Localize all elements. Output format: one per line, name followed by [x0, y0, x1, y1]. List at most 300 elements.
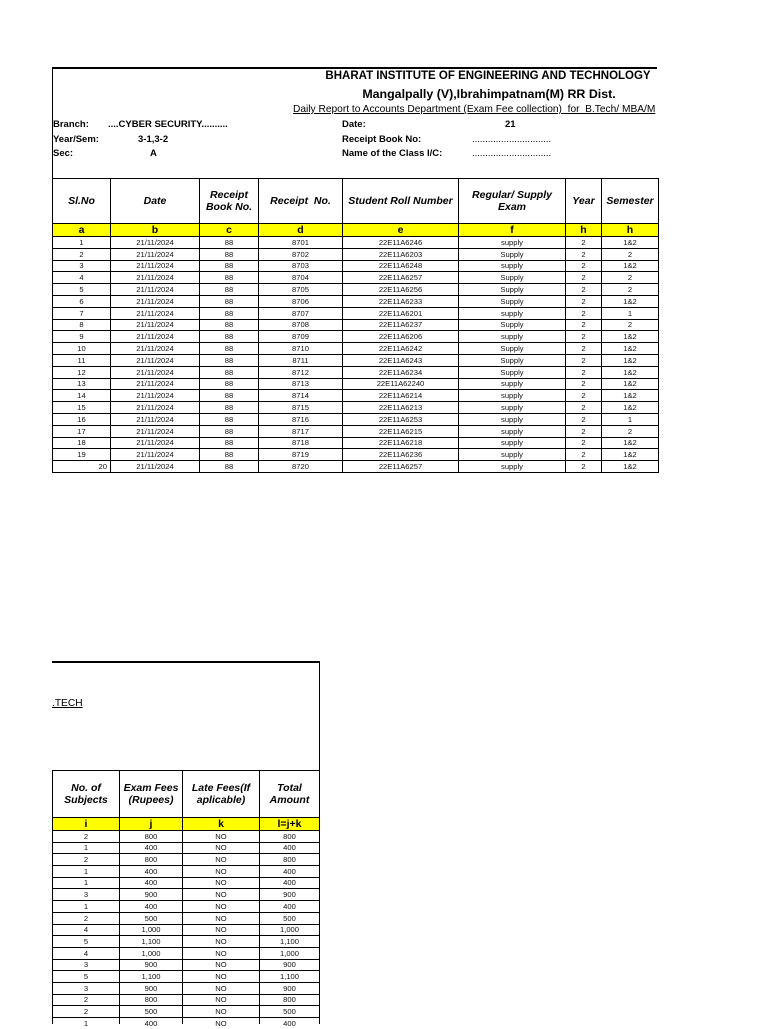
receipt-no-value: 8720 — [292, 461, 309, 471]
table-row — [53, 877, 320, 889]
table-row — [53, 842, 320, 854]
date-value: 21/11/2024 — [136, 343, 174, 353]
late-fee-value: NO — [215, 831, 227, 841]
total-amount-value: 1,100 — [279, 936, 299, 946]
student-roll-number-cell — [343, 413, 459, 425]
subject-count-cell — [53, 842, 120, 854]
sl-no-value: 20 — [98, 461, 107, 471]
exam-type-cell — [459, 260, 566, 272]
sl-no-cell — [53, 295, 111, 307]
receipt-no-cell — [259, 331, 343, 343]
column-code-date: b — [111, 224, 200, 237]
receipt-no-cell — [259, 295, 343, 307]
header-row — [53, 771, 320, 818]
sl-no-value: 8 — [79, 320, 84, 330]
table-row — [53, 284, 659, 296]
receipt-no-cell — [259, 402, 343, 414]
receipt-book-no-cell — [200, 390, 259, 402]
date-cell — [111, 343, 200, 355]
column-header-exam-type: Regular/ Supply Exam — [459, 179, 566, 224]
year-cell — [566, 390, 602, 402]
receipt-book-no-cell — [200, 331, 259, 343]
year-sem-value: 3-1,3-2 — [138, 134, 169, 145]
receipt-no-cell — [259, 319, 343, 331]
exam-type-cell — [459, 449, 566, 461]
date-cell — [111, 425, 200, 437]
date-value: 21/11/2024 — [136, 296, 174, 306]
subject-count-value: 1 — [83, 843, 89, 853]
subject-count-cell — [53, 924, 120, 936]
exam-type-value: supply — [501, 261, 523, 271]
student-roll-number-value: 22E11A6242 — [378, 343, 423, 353]
table-row — [53, 248, 659, 260]
date-value: 21/11/2024 — [136, 249, 174, 259]
date-cell — [111, 331, 200, 343]
date-value: 21/11/2024 — [136, 237, 174, 247]
exam-type-cell — [459, 437, 566, 449]
late-fee-value: NO — [215, 936, 227, 946]
receipt-no-value: 8709 — [292, 332, 309, 342]
student-roll-number-value: 22E11A6237 — [378, 320, 423, 330]
receipt-book-no-cell — [200, 354, 259, 366]
report-title-continued: .TECH — [52, 698, 83, 709]
receipt-book-no-value: 88 — [224, 273, 234, 283]
total-amount-cell — [260, 982, 320, 994]
exam-fee-value: 800 — [144, 995, 158, 1005]
fee-amount-rows — [53, 831, 320, 1028]
page2-right-rule — [319, 662, 320, 770]
exam-fee-value: 900 — [144, 890, 158, 900]
late-fee-value: NO — [215, 1019, 227, 1028]
date-value: 21/11/2024 — [136, 261, 174, 271]
receipt-no-value: 8706 — [292, 296, 309, 306]
receipt-no-value: 8703 — [292, 261, 309, 271]
subject-count-value: 3 — [83, 890, 89, 900]
year-value: 2 — [581, 249, 586, 259]
semester-cell — [602, 449, 659, 461]
late-fee-value: NO — [215, 913, 227, 923]
table-row — [53, 390, 659, 402]
table-row — [53, 260, 659, 272]
date-cell — [111, 461, 200, 473]
year-sem-label: Year/Sem: — [53, 134, 99, 145]
exam-fee-value: 400 — [144, 878, 158, 888]
date-cell — [111, 284, 200, 296]
semester-value: 1&2 — [623, 355, 637, 365]
student-roll-number-cell — [343, 307, 459, 319]
semester-value: 1&2 — [623, 343, 637, 353]
table-row — [53, 831, 320, 843]
receipt-book-no-cell — [200, 402, 259, 414]
table-row — [53, 982, 320, 994]
receipt-no-cell — [259, 354, 343, 366]
late-fee-value: NO — [215, 995, 227, 1005]
institute-name: BHARAT INSTITUTE OF ENGINEERING AND TECHNOLOGY — [325, 70, 651, 82]
date-cell — [111, 402, 200, 414]
sl-no-value: 7 — [79, 308, 84, 318]
sl-no-cell — [53, 331, 111, 343]
exam-type-value: Supply — [500, 284, 524, 294]
semester-cell — [602, 248, 659, 260]
late-fee-cell — [183, 924, 260, 936]
exam-type-cell — [459, 272, 566, 284]
exam-type-value: supply — [501, 237, 523, 247]
table-row — [53, 866, 320, 878]
exam-type-cell — [459, 319, 566, 331]
year-cell — [566, 284, 602, 296]
exam-type-cell — [459, 366, 566, 378]
receipt-no-value: 8712 — [292, 367, 309, 377]
sl-no-cell — [53, 461, 111, 473]
header-row — [53, 179, 659, 224]
exam-fee-value: 800 — [144, 831, 158, 841]
subject-count-value: 5 — [83, 971, 89, 981]
receipt-no-value: 8713 — [292, 379, 309, 389]
column-code-total-amount: l=j+k — [260, 818, 320, 831]
late-fee-cell — [183, 831, 260, 843]
subject-count-cell — [53, 1018, 120, 1028]
subject-count-cell — [53, 912, 120, 924]
date-cell — [111, 260, 200, 272]
receipt-no-value: 8701 — [292, 237, 309, 247]
sl-no-cell — [53, 425, 111, 437]
receipt-book-no-cell — [200, 272, 259, 284]
table-row — [53, 425, 659, 437]
receipt-no-cell — [259, 284, 343, 296]
exam-type-cell — [459, 378, 566, 390]
subject-count-cell — [53, 866, 120, 878]
late-fee-value: NO — [215, 948, 227, 958]
table-row — [53, 854, 320, 866]
semester-value: 1&2 — [623, 296, 637, 306]
year-cell — [566, 413, 602, 425]
total-amount-value: 900 — [283, 890, 296, 900]
exam-fee-value: 400 — [144, 866, 158, 876]
receipt-book-no-cell — [200, 378, 259, 390]
receipt-book-no-cell — [200, 284, 259, 296]
exam-fee-cell — [120, 1018, 183, 1028]
exam-type-value: supply — [501, 391, 523, 401]
table-row — [53, 331, 659, 343]
date-value: 21/11/2024 — [136, 402, 174, 412]
student-roll-number-value: 22E11A6214 — [378, 391, 423, 401]
late-fee-cell — [183, 842, 260, 854]
semester-cell — [602, 366, 659, 378]
receipt-book-no-value: 88 — [224, 320, 234, 330]
table-row — [53, 912, 320, 924]
subject-count-cell — [53, 947, 120, 959]
late-fee-value: NO — [215, 983, 227, 993]
total-amount-value: 1,000 — [279, 925, 299, 935]
semester-value: 1&2 — [623, 461, 637, 471]
student-roll-number-value: 22E11A6234 — [378, 367, 423, 377]
year-value: 2 — [581, 414, 586, 424]
semester-cell — [602, 390, 659, 402]
semester-cell — [602, 461, 659, 473]
year-value: 2 — [581, 355, 586, 365]
year-value: 2 — [581, 261, 586, 271]
receipt-book-no-value: 88 — [224, 261, 234, 271]
subject-count-cell — [53, 831, 120, 843]
semester-cell — [602, 284, 659, 296]
total-amount-value: 400 — [283, 866, 296, 876]
late-fee-cell — [183, 994, 260, 1006]
exam-type-cell — [459, 307, 566, 319]
late-fee-cell — [183, 982, 260, 994]
exam-fee-value: 400 — [144, 1019, 158, 1028]
total-amount-value: 900 — [283, 960, 296, 970]
student-roll-number-cell — [343, 461, 459, 473]
exam-type-cell — [459, 402, 566, 414]
sl-no-cell — [53, 354, 111, 366]
student-roll-number-cell — [343, 272, 459, 284]
subject-count-cell — [53, 901, 120, 913]
semester-cell — [602, 237, 659, 249]
date-value: 21/11/2024 — [136, 308, 174, 318]
student-roll-number-value: 22E11A62240 — [376, 379, 425, 389]
column-header-late-fees: Late Fees(If aplicable) — [183, 771, 260, 818]
date-value: 21/11/2024 — [136, 391, 174, 401]
column-header-receipt-no: Receipt No. — [259, 179, 343, 224]
subject-count-cell — [53, 889, 120, 901]
receipt-book-no-value: 88 — [224, 308, 234, 318]
semester-value: 2 — [627, 284, 633, 294]
sl-no-value: 13 — [77, 379, 86, 389]
subject-count-cell — [53, 959, 120, 971]
receipt-no-cell — [259, 425, 343, 437]
fee-collection-rows — [53, 237, 659, 473]
exam-type-value: supply — [501, 461, 523, 471]
receipt-no-cell — [259, 390, 343, 402]
receipt-book-no-value: 88 — [224, 249, 234, 259]
sl-no-cell — [53, 437, 111, 449]
late-fee-cell — [183, 959, 260, 971]
total-amount-cell — [260, 936, 320, 948]
receipt-no-cell — [259, 237, 343, 249]
total-amount-value: 400 — [283, 1019, 296, 1028]
semester-value: 1 — [627, 414, 633, 424]
student-roll-number-value: 22E11A6257 — [378, 273, 423, 283]
sl-no-cell — [53, 248, 111, 260]
subject-count-value: 5 — [83, 936, 89, 946]
receipt-no-cell — [259, 437, 343, 449]
column-code-receipt-no: d — [259, 224, 343, 237]
student-roll-number-value: 22E11A6253 — [378, 414, 423, 424]
sl-no-cell — [53, 284, 111, 296]
total-amount-cell — [260, 1018, 320, 1028]
table-row — [53, 354, 659, 366]
column-code-receipt-book-no: c — [200, 224, 259, 237]
semester-value: 1&2 — [623, 332, 637, 342]
late-fee-cell — [183, 866, 260, 878]
receipt-no-cell — [259, 461, 343, 473]
sl-no-value: 3 — [79, 261, 84, 271]
column-code-year: h — [566, 224, 602, 237]
date-value: 21/11/2024 — [136, 438, 174, 448]
total-amount-value: 400 — [283, 901, 296, 911]
exam-fee-cell — [120, 924, 183, 936]
column-code-late-fees: k — [183, 818, 260, 831]
total-amount-cell — [260, 959, 320, 971]
exam-type-value: supply — [501, 450, 523, 460]
exam-type-value: Supply — [500, 296, 524, 306]
exam-type-cell — [459, 343, 566, 355]
column-header-total-amount: Total Amount — [260, 771, 320, 818]
column-header-no-of-subjects: No. of Subjects — [53, 771, 120, 818]
semester-value: 1 — [627, 308, 633, 318]
exam-fee-cell — [120, 936, 183, 948]
total-amount-cell — [260, 912, 320, 924]
sl-no-value: 16 — [77, 414, 86, 424]
student-roll-number-value: 22E11A6236 — [378, 450, 423, 460]
exam-fee-value: 1,100 — [141, 971, 161, 981]
sl-no-value: 4 — [79, 273, 84, 283]
year-value: 2 — [581, 450, 586, 460]
receipt-book-no-cell — [200, 449, 259, 461]
receipt-book-no-value: 88 — [224, 332, 234, 342]
sl-no-cell — [53, 378, 111, 390]
subject-count-value: 3 — [83, 960, 89, 970]
column-header-date: Date — [111, 179, 200, 224]
total-amount-cell — [260, 971, 320, 983]
date-label: Date: — [342, 119, 366, 130]
year-cell — [566, 260, 602, 272]
total-amount-value: 1,100 — [279, 971, 299, 981]
date-cell — [111, 390, 200, 402]
subject-count-cell — [53, 854, 120, 866]
receipt-no-cell — [259, 272, 343, 284]
sl-no-value: 2 — [79, 249, 84, 259]
receipt-book-no-cell — [200, 307, 259, 319]
column-header-sl-no: Sl.No — [53, 179, 111, 224]
date-value: 21/11/2024 — [136, 367, 174, 377]
subject-count-value: 4 — [83, 948, 89, 958]
late-fee-value: NO — [215, 866, 227, 876]
table-row — [53, 947, 320, 959]
date-cell — [111, 272, 200, 284]
sl-no-cell — [53, 449, 111, 461]
date-cell — [111, 307, 200, 319]
exam-type-value: Supply — [500, 249, 524, 259]
table-row — [53, 924, 320, 936]
student-roll-number-cell — [343, 366, 459, 378]
date-value: 21/11/2024 — [136, 379, 174, 389]
receipt-book-no-value: 88 — [224, 355, 234, 365]
receipt-book-no-value: 88 — [224, 414, 234, 424]
exam-type-value: supply — [501, 426, 523, 436]
receipt-book-label: Receipt Book No: — [342, 134, 422, 145]
semester-cell — [602, 272, 659, 284]
late-fee-value: NO — [215, 890, 227, 900]
student-roll-number-value: 22E11A6215 — [378, 426, 423, 436]
table-row — [53, 994, 320, 1006]
late-fee-value: NO — [215, 901, 227, 911]
receipt-no-value: 8714 — [292, 391, 309, 401]
semester-cell — [602, 413, 659, 425]
exam-fee-value: 800 — [144, 855, 158, 865]
receipt-book-no-cell — [200, 461, 259, 473]
late-fee-cell — [183, 936, 260, 948]
receipt-book-no-cell — [200, 319, 259, 331]
semester-value: 2 — [627, 320, 633, 330]
date-cell — [111, 366, 200, 378]
date-cell — [111, 449, 200, 461]
receipt-book-no-cell — [200, 413, 259, 425]
total-amount-cell — [260, 842, 320, 854]
sl-no-value: 5 — [79, 284, 84, 294]
column-code-exam-type: f — [459, 224, 566, 237]
late-fee-cell — [183, 1018, 260, 1028]
date-value: 21/11/2024 — [136, 284, 174, 294]
semester-value: 1&2 — [623, 379, 637, 389]
table-row — [53, 901, 320, 913]
late-fee-cell — [183, 971, 260, 983]
exam-type-cell — [459, 461, 566, 473]
exam-type-cell — [459, 284, 566, 296]
table-row — [53, 1018, 320, 1024]
late-fee-value: NO — [215, 843, 227, 853]
semester-value: 1&2 — [623, 237, 637, 247]
date-cell — [111, 354, 200, 366]
receipt-book-no-value: 88 — [224, 284, 234, 294]
date-value: 21/11/2024 — [136, 355, 174, 365]
receipt-no-cell — [259, 307, 343, 319]
total-amount-cell — [260, 866, 320, 878]
year-cell — [566, 461, 602, 473]
page2-top-rule — [52, 661, 320, 663]
semester-cell — [602, 402, 659, 414]
student-roll-number-cell — [343, 449, 459, 461]
exam-type-cell — [459, 237, 566, 249]
sl-no-value: 17 — [77, 426, 86, 436]
receipt-no-value: 8711 — [292, 355, 309, 365]
receipt-no-cell — [259, 413, 343, 425]
exam-type-value: supply — [501, 379, 523, 389]
student-roll-number-cell — [343, 390, 459, 402]
receipt-book-no-value: 88 — [224, 402, 234, 412]
exam-fee-cell — [120, 866, 183, 878]
semester-cell — [602, 425, 659, 437]
subject-count-value: 1 — [83, 1019, 89, 1028]
table-row — [53, 971, 320, 983]
sl-no-cell — [53, 272, 111, 284]
date-cell — [111, 437, 200, 449]
semester-cell — [602, 319, 659, 331]
student-roll-number-cell — [343, 331, 459, 343]
exam-type-value: supply — [501, 414, 523, 424]
year-cell — [566, 331, 602, 343]
exam-type-cell — [459, 295, 566, 307]
student-roll-number-cell — [343, 402, 459, 414]
year-cell — [566, 272, 602, 284]
late-fee-value: NO — [215, 1007, 227, 1016]
total-amount-value: 800 — [283, 995, 296, 1005]
year-value: 2 — [581, 296, 586, 306]
student-roll-number-cell — [343, 378, 459, 390]
year-value: 2 — [581, 391, 586, 401]
table-row — [53, 378, 659, 390]
receipt-no-value: 8708 — [292, 320, 309, 330]
total-amount-value: 1,000 — [279, 948, 299, 958]
exam-fee-value: 400 — [144, 901, 158, 911]
semester-value: 1&2 — [623, 438, 637, 448]
year-value: 2 — [581, 438, 586, 448]
branch-label: Branch: — [53, 119, 89, 130]
sl-no-cell — [53, 307, 111, 319]
subject-count-value: 2 — [83, 855, 89, 865]
total-amount-value: 800 — [283, 855, 296, 865]
exam-fee-cell — [120, 971, 183, 983]
